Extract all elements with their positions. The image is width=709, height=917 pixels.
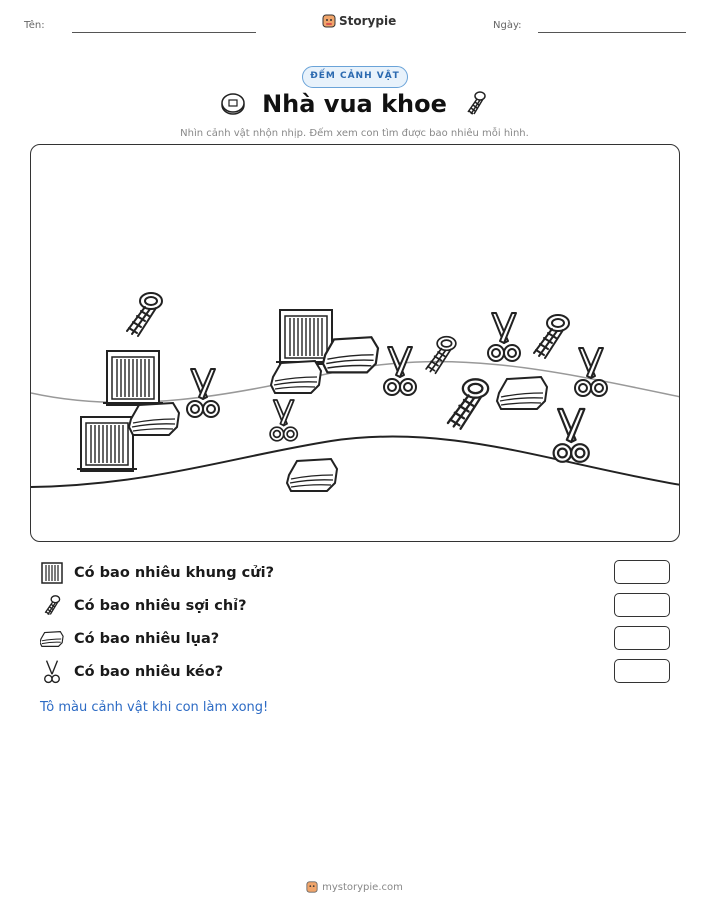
- question-text: Có bao nhiêu sợi chỉ?: [74, 598, 247, 614]
- silk-item: [129, 403, 179, 435]
- silk-item: [287, 459, 337, 491]
- date-line[interactable]: [538, 32, 686, 33]
- storypie-mascot-icon: [322, 13, 336, 29]
- storypie-mascot-icon: [306, 880, 318, 894]
- coloring-note: Tô màu cảnh vật khi con làm xong!: [40, 700, 269, 715]
- page-title: Nhà vua khoe: [262, 90, 447, 118]
- silk-item: [271, 361, 321, 393]
- scissors-item: [575, 348, 607, 396]
- answer-box-scissors[interactable]: [614, 659, 670, 683]
- footer: [0, 880, 709, 894]
- question-text: Có bao nhiêu khung cửi?: [74, 565, 274, 581]
- question-text: Có bao nhiêu lụa?: [74, 631, 220, 647]
- thread-item: [426, 337, 456, 374]
- silk-item: [497, 377, 547, 409]
- instructions: Nhìn cảnh vật nhộn nhịp. Đếm xem con tìm được bao nhiêu mỗi hình.: [180, 128, 529, 139]
- thread-item: [534, 315, 569, 358]
- question-row-loom: [40, 560, 670, 586]
- question-row-thread: [40, 593, 670, 619]
- brand-logo: [322, 13, 396, 29]
- thread-item: [127, 293, 162, 336]
- question-row-scissors: [40, 659, 670, 685]
- answer-box-thread[interactable]: [614, 593, 670, 617]
- answer-box-loom[interactable]: [614, 560, 670, 584]
- name-line[interactable]: [72, 32, 256, 33]
- question-row-silk: [40, 626, 670, 652]
- scissors-item: [488, 313, 520, 361]
- answer-box-silk[interactable]: [614, 626, 670, 650]
- footer-url[interactable]: mystorypie.com: [322, 881, 403, 893]
- counting-scene: [30, 144, 680, 542]
- question-text: Có bao nhiêu kéo?: [74, 664, 224, 680]
- loom-item: [77, 417, 137, 471]
- thread-icon: [463, 90, 489, 118]
- loom-item: [103, 351, 163, 405]
- silk-item: [323, 337, 378, 372]
- scissors-item: [187, 369, 219, 417]
- scene-drawing: [31, 145, 680, 542]
- silk-icon: [40, 630, 64, 648]
- loom-icon: [41, 562, 63, 584]
- scissors-item: [554, 409, 589, 462]
- coin-icon: [220, 91, 246, 117]
- thread-icon: [41, 594, 63, 618]
- category-tag: ĐẾM CẢNH VẬT: [302, 66, 408, 88]
- brand-name: Storypie: [339, 14, 397, 28]
- date-label: Ngày:: [493, 20, 522, 31]
- thread-item: [448, 379, 488, 428]
- name-label: Tên:: [24, 20, 45, 31]
- scissors-item: [270, 400, 297, 441]
- scissors-item: [384, 347, 416, 395]
- scissors-icon: [42, 660, 62, 684]
- title-row: [0, 90, 709, 118]
